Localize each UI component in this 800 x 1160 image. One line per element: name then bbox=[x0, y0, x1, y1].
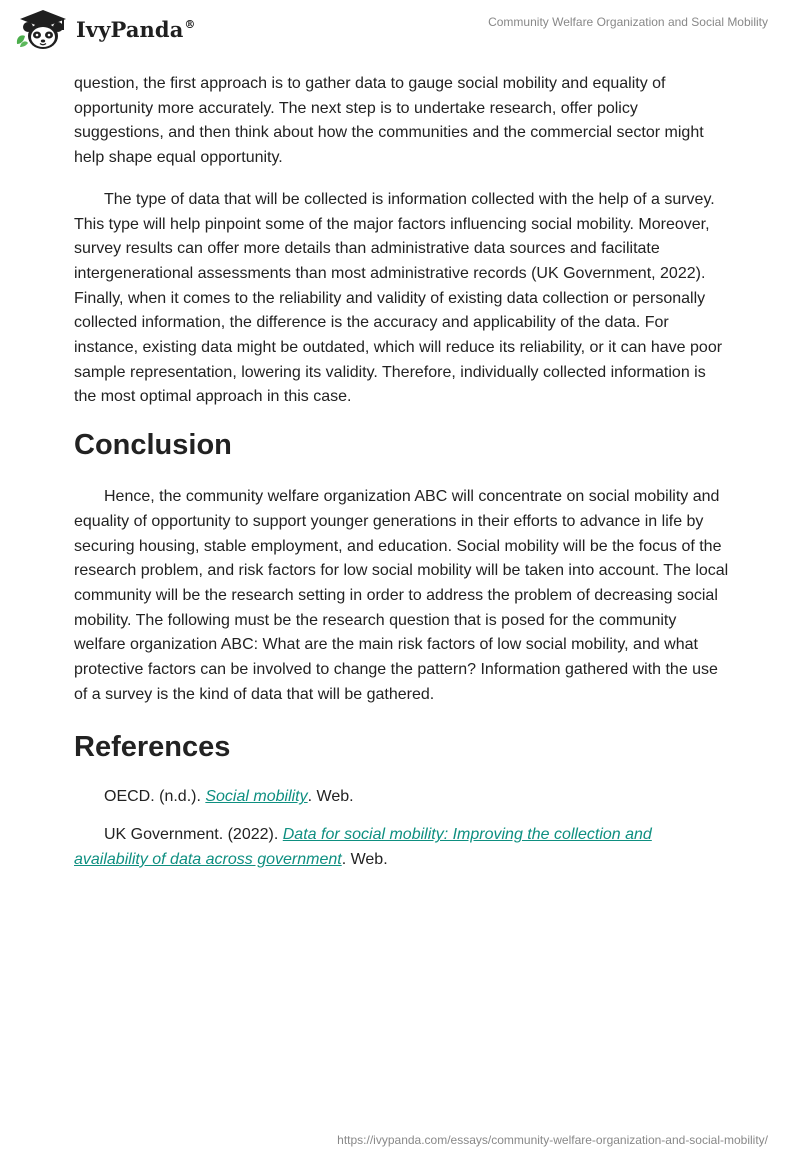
conclusion-paragraph: Hence, the community welfare organization ABC will concentrate on social mobility and equality of opportunity to support younger generations in their efforts to advance in life by securing housing, stable employment, and education. Social mobility will be the focus of the research problem, and risk factors for low social mobility will be taken into account. The local community will be the research setting in order to address the problem of decreasing social mobility. The following must be the research question that is posed for the community welfare organization ABC: What are the main risk factors of low social mobility, and what protective factors can be involved to change the pattern? Information gathered with the use of a survey is the kind of data that will be gathered. bbox=[74, 488, 729, 703]
conclusion-heading: Conclusion bbox=[74, 429, 232, 462]
document-title: Community Welfare Organization and Social Mobility bbox=[488, 15, 768, 29]
reference-item: UK Government. (2022). Data for social mobility: Improving the collection and availability of data across government. Web. bbox=[74, 826, 652, 868]
brand-name: IvyPanda® bbox=[76, 16, 196, 42]
reference-item: OECD. (n.d.). Social mobility. Web. bbox=[104, 788, 354, 806]
ivypanda-logo[interactable] bbox=[14, 8, 196, 50]
panda-icon bbox=[14, 8, 72, 50]
paragraph-continued: question, the first approach is to gather data to gauge social mobility and equality of opportunity more accurately. The next step is to undertake research, offer policy suggestions, and then think about how the communities and the commercial sector might help shape equal opportunity. bbox=[74, 75, 704, 167]
page-url: https://ivypanda.com/essays/community-welfare-organization-and-social-mobility/ bbox=[337, 1133, 768, 1147]
paragraph-data-collection: The type of data that will be collected is information collected with the help of a survey. This type will help pinpoint some of the major factors influencing social mobility. Moreover, survey results can offer more details than administrative data sources and facilitate intergenerational assessments than most administrative records (UK Government, 2022). Finally, when it comes to the reliability and validity of existing data collection or personally collected information, the difference is the accuracy and applicability of the data. For instance, existing data might be outdated, which will reduce its reliability, or it can have poor sample representation, lowering its validity. Therefore, individually collected information is the most optimal approach in this case. bbox=[74, 190, 723, 406]
references-heading: References bbox=[74, 731, 231, 764]
reference-link-oecd[interactable]: Social mobility bbox=[205, 788, 308, 806]
essay-content bbox=[74, 72, 729, 886]
reference-link-uk-government[interactable]: Data for social mobility: Improving the collection and availability of data across government bbox=[74, 826, 652, 868]
